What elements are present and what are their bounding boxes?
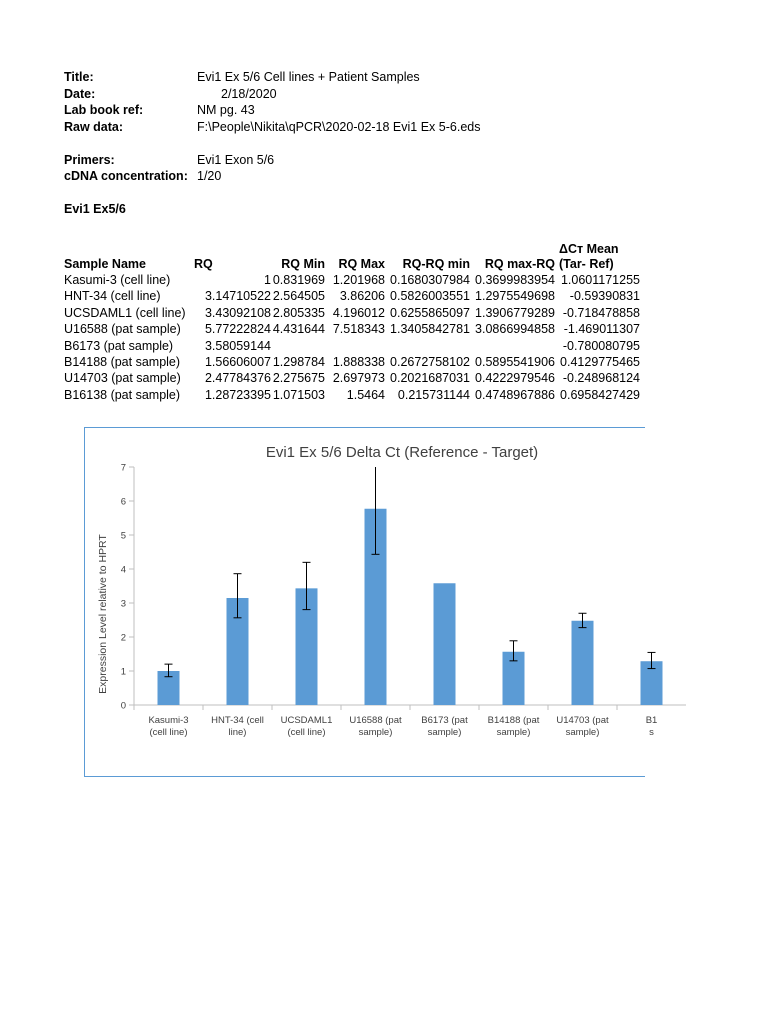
primers-value: Evi1 Exon 5/6 [197, 152, 275, 167]
sample-name-cell: U16588 (pat sample) [64, 322, 181, 337]
x-tick-label: (cell line) [149, 727, 188, 738]
table-row [64, 387, 640, 403]
value-cell: 0.831969 [272, 273, 325, 287]
x-tick-label: sample) [427, 727, 462, 738]
x-tick-labels [148, 715, 657, 738]
table-row [64, 370, 640, 386]
value-cell: 0.6958427429 [560, 387, 640, 402]
value-cell: 0.5895541906 [475, 355, 555, 370]
x-tick-label: s [649, 727, 654, 738]
value-cell: 1.071503 [272, 387, 325, 402]
sample-name-cell: B16138 (pat sample) [64, 387, 181, 402]
value-cell: 1.888338 [332, 355, 385, 370]
sample-name-cell: B14188 (pat sample) [64, 355, 181, 370]
sample-name-cell: U14703 (pat sample) [64, 371, 181, 386]
header-sample-name: Sample Name [64, 257, 146, 271]
value-cell: 0.3699983954 [475, 273, 555, 287]
value-cell [385, 338, 470, 354]
rawdata-value: F:\People\Nikita\qPCR\2020-02-18 Evi1 Ex 5-6.eds [197, 119, 481, 134]
header-rq-rq-min: RQ-RQ min [402, 257, 470, 271]
y-tick-label: 1 [120, 666, 126, 678]
rawdata-label: Raw data: [64, 119, 124, 134]
sample-name-cell: HNT-34 (cell line) [64, 289, 161, 304]
primers-label: Primers: [64, 152, 115, 167]
table-row [64, 321, 640, 337]
value-cell: -0.248968124 [562, 371, 640, 386]
x-tick-label: U14703 (pat [556, 715, 609, 726]
labbook-label: Lab book ref: [64, 103, 144, 117]
data-table [64, 240, 640, 403]
value-cell: 0.4222979546 [475, 371, 555, 386]
table-row [64, 305, 640, 321]
bar [572, 621, 594, 705]
x-tick-label: UCSDAML1 [280, 715, 333, 726]
x-tick-label: sample) [358, 727, 393, 738]
value-cell: 0.1680307984 [390, 273, 470, 287]
value-cell: 3.14710522 [204, 289, 271, 304]
labbook-value: NM pg. 43 [197, 103, 255, 117]
bars [158, 509, 663, 705]
date-label: Date: [64, 86, 96, 101]
sample-name-cell: Kasumi-3 (cell line) [64, 273, 171, 287]
value-cell: 1.201968 [332, 273, 385, 287]
value-cell [325, 338, 385, 354]
sample-name-cell: B6173 (pat sample) [64, 338, 174, 353]
value-cell: 1 [264, 273, 271, 287]
value-cell: 2.805335 [272, 305, 325, 320]
table-row [64, 338, 640, 354]
value-cell: 0.6255865097 [390, 305, 470, 320]
value-cell: -1.469011307 [563, 322, 640, 337]
header-delta-ct-line2: (Tar- Ref) [559, 257, 614, 271]
chart-title: Evi1 Ex 5/6 Delta Ct (Reference - Target) [265, 444, 539, 461]
title-value: Evi1 Ex 5/6 Cell lines + Patient Samples [197, 70, 420, 84]
date-value: 2/18/2020 [221, 86, 277, 101]
x-tick-label: U16588 (pat [349, 715, 402, 726]
value-cell: 2.697973 [332, 371, 385, 386]
value-cell: 3.86206 [339, 289, 385, 304]
x-tick-label: Kasumi-3 [148, 715, 189, 726]
x-tick-label: (cell line) [287, 727, 326, 738]
value-cell: 4.431644 [272, 322, 325, 337]
cdna-label: cDNA concentration: [64, 169, 188, 183]
y-tick-label: 3 [120, 598, 126, 610]
sample-name-cell: UCSDAML1 (cell line) [64, 305, 186, 320]
value-cell: 5.77222824 [204, 322, 271, 337]
value-cell: 1.3405842781 [390, 322, 470, 337]
value-cell: 1.298784 [272, 355, 325, 370]
x-tick-label: HNT-34 (cell [211, 715, 264, 726]
value-cell: 1.28723395 [204, 387, 271, 402]
value-cell: 2.564505 [272, 289, 325, 304]
value-cell: -0.59390831 [569, 289, 640, 304]
x-tick-label: line) [228, 727, 247, 738]
value-cell: 1.3906779289 [475, 305, 555, 320]
value-cell: 1.0601171255 [560, 273, 640, 287]
value-cell: 0.4748967886 [475, 387, 555, 402]
value-cell: 0.215731144 [397, 387, 470, 402]
value-cell: 2.275675 [272, 371, 325, 386]
x-tick-label: sample) [565, 727, 600, 738]
value-cell [470, 338, 555, 354]
header-rq: RQ [194, 257, 213, 271]
x-tick-label: B14188 (pat [487, 715, 540, 726]
table-row [64, 272, 640, 288]
chart-frame [84, 427, 658, 777]
value-cell: 0.2021687031 [390, 371, 470, 386]
value-cell: 3.0866994858 [475, 322, 555, 337]
value-cell: 1.56606007 [204, 355, 271, 370]
value-cell: 3.43092108 [204, 305, 271, 320]
header-delta-ct-line1: ΔCт Mean [559, 242, 619, 256]
value-cell: 3.58059144 [204, 338, 271, 353]
header-rq-max: RQ Max [338, 257, 385, 271]
value-cell: -0.780080795 [562, 338, 640, 353]
value-cell [271, 338, 325, 354]
value-cell: 0.5826003551 [390, 289, 470, 304]
bar [434, 583, 456, 705]
y-axis-label: Expression Level relative to HPRT [97, 534, 109, 694]
table-header-row [64, 240, 640, 272]
value-cell: 2.47784376 [204, 371, 271, 386]
y-tick-label: 6 [120, 496, 126, 508]
header-rq-max-rq: RQ max-RQ [484, 257, 555, 271]
x-tick-label: B1 [645, 715, 658, 726]
y-tick-label: 0 [120, 700, 126, 712]
header-delta-ct [555, 240, 640, 272]
axes [121, 463, 686, 712]
title-label: Title: [64, 70, 94, 84]
cdna-value: 1/20 [197, 169, 222, 183]
table-row [64, 288, 640, 304]
bar-chart [85, 428, 658, 776]
value-cell: 7.518343 [332, 322, 385, 337]
y-tick-label: 7 [120, 462, 126, 474]
value-cell: 4.196012 [332, 305, 385, 320]
value-cell: 1.2975549698 [475, 289, 555, 304]
section-title: Evi1 Ex5/6 [64, 202, 126, 216]
metadata-block [64, 69, 480, 218]
x-tick-label: sample) [496, 727, 531, 738]
value-cell: 0.4129775465 [560, 355, 640, 370]
value-cell: -0.718478858 [562, 305, 640, 320]
value-cell: 0.2672758102 [390, 355, 470, 370]
y-tick-label: 4 [120, 564, 126, 576]
x-tick-label: B6173 (pat [421, 715, 468, 726]
y-tick-label: 5 [120, 530, 126, 542]
header-rq-min: RQ Min [281, 257, 325, 271]
y-tick-label: 2 [120, 632, 126, 644]
value-cell: 1.5464 [346, 387, 385, 402]
table-row [64, 354, 640, 370]
